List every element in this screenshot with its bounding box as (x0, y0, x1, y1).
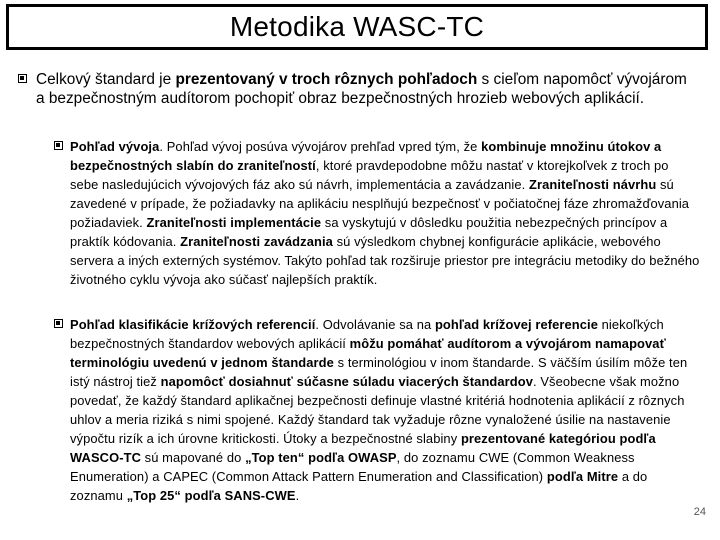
bold-run: kombinuje množinu útokov a bezpečnostných slabín do zraniteľností (70, 139, 662, 173)
text-run: , ktoré pravdepodobne môžu nastať v ktorejkoľvek z troch po sebe nasledujúcich vývojových fáz ako sú návrh, implementácia a zavádzanie. (70, 158, 669, 192)
text-run: niekoľkých bezpečnostných štandardov webových aplikácií (70, 317, 664, 351)
sub-bullet-development-view (54, 137, 700, 289)
bold-run: pohľad krížovej referencie (434, 317, 598, 332)
main-bullet (18, 70, 698, 108)
bold-run: Zraniteľnosti implementácie (146, 215, 322, 230)
text-run: sú zavedené v prípade, že požiadavky na aplikáciu nesplňujú bezpečnosť v počiatočnej fáze zhromažďovania požiadaviek. (70, 177, 690, 230)
bold-run: Zraniteľnosti návrhu (529, 177, 657, 192)
bold-run: napomôcť dosiahnuť súčasne súladu viacerých štandardov (160, 374, 533, 389)
bold-run: môžu pomáhať audítorom a vývojárom namapovať terminológiu uvedenú v jednom štandarde (70, 336, 666, 370)
text-run: s terminológiou v inom štandarde. S väčším úsilím môže ten istý nástroj tiež (70, 355, 688, 389)
text-run: . Pohľad vývoj posúva vývojárov prehľad vpred tým, že (159, 139, 482, 154)
text-run: sa vyskytujú v dôsledku použitia nebezpečných princípov a praktík kódovania. (70, 215, 668, 249)
bold-run: podľa Mitre (546, 469, 619, 484)
sub-bullet-text (54, 137, 700, 289)
text-run: Celkový štandard je (36, 71, 176, 88)
bold-run: prezentovaný v troch rôznych pohľadoch (175, 71, 478, 88)
slide-title (6, 4, 708, 50)
text-run: . (295, 488, 300, 503)
bold-run: „Top ten“ podľa OWASP (245, 450, 397, 465)
checkbox-bullet-icon (54, 141, 63, 150)
checkbox-bullet-icon (18, 74, 27, 83)
bold-run: „Top 25“ podľa SANS-CWE (126, 488, 296, 503)
bold-run: Pohľad vývoja (70, 139, 160, 154)
text-run: , do zoznamu CWE (Common Weakness Enumeration) a CAPEC (Common Attack Pattern Enumeration and Classification) (70, 450, 635, 484)
text-run: s cieľom napomôcť vývojárom a bezpečnostným audítorom pochopiť obraz bezpečnostných hrozieb webových aplikácií. (36, 71, 687, 107)
text-run: a do zoznamu (70, 469, 648, 503)
text-run: sú výsledkom chybnej konfigurácie aplikácie, webového servera a iných externých systémov. Takýto pohľad tak rozširuje priestor pre integráciu metodiky do bežného životného cyklu vývoja ako súčasť najlepších praktík. (70, 234, 700, 287)
bold-run: prezentované kategóriou podľa WASCO-TC (70, 431, 656, 465)
text-run: sú mapované do (140, 450, 246, 465)
slide-title-text: Metodika WASC-TC (229, 11, 485, 42)
bold-run: Zraniteľnosti zavádzania (180, 234, 333, 249)
page-number: 24 (693, 506, 706, 518)
text-run: . Všeobecne však možno povedať, že každý štandard aplikačnej bezpečnosti definuje vlastné kritériá hodnotenia aplikácií z rôznych uhlov a meria riziká s nimi spojené. Každý štandard tak vyžaduje rôzne vynaložené úsilie na nastavenie výpočtu rizík a ich úrovne kritickosti. Útoky a bezpečnostné slabiny (70, 374, 685, 446)
sub-bullet-text (54, 315, 700, 505)
main-bullet-text (18, 70, 698, 108)
checkbox-bullet-icon (54, 319, 63, 328)
text-run: . Odvolávanie sa na (315, 317, 435, 332)
sub-bullet-cross-reference-view (54, 315, 700, 505)
bold-run: Pohľad klasifikácie krížových referencií (70, 317, 316, 332)
